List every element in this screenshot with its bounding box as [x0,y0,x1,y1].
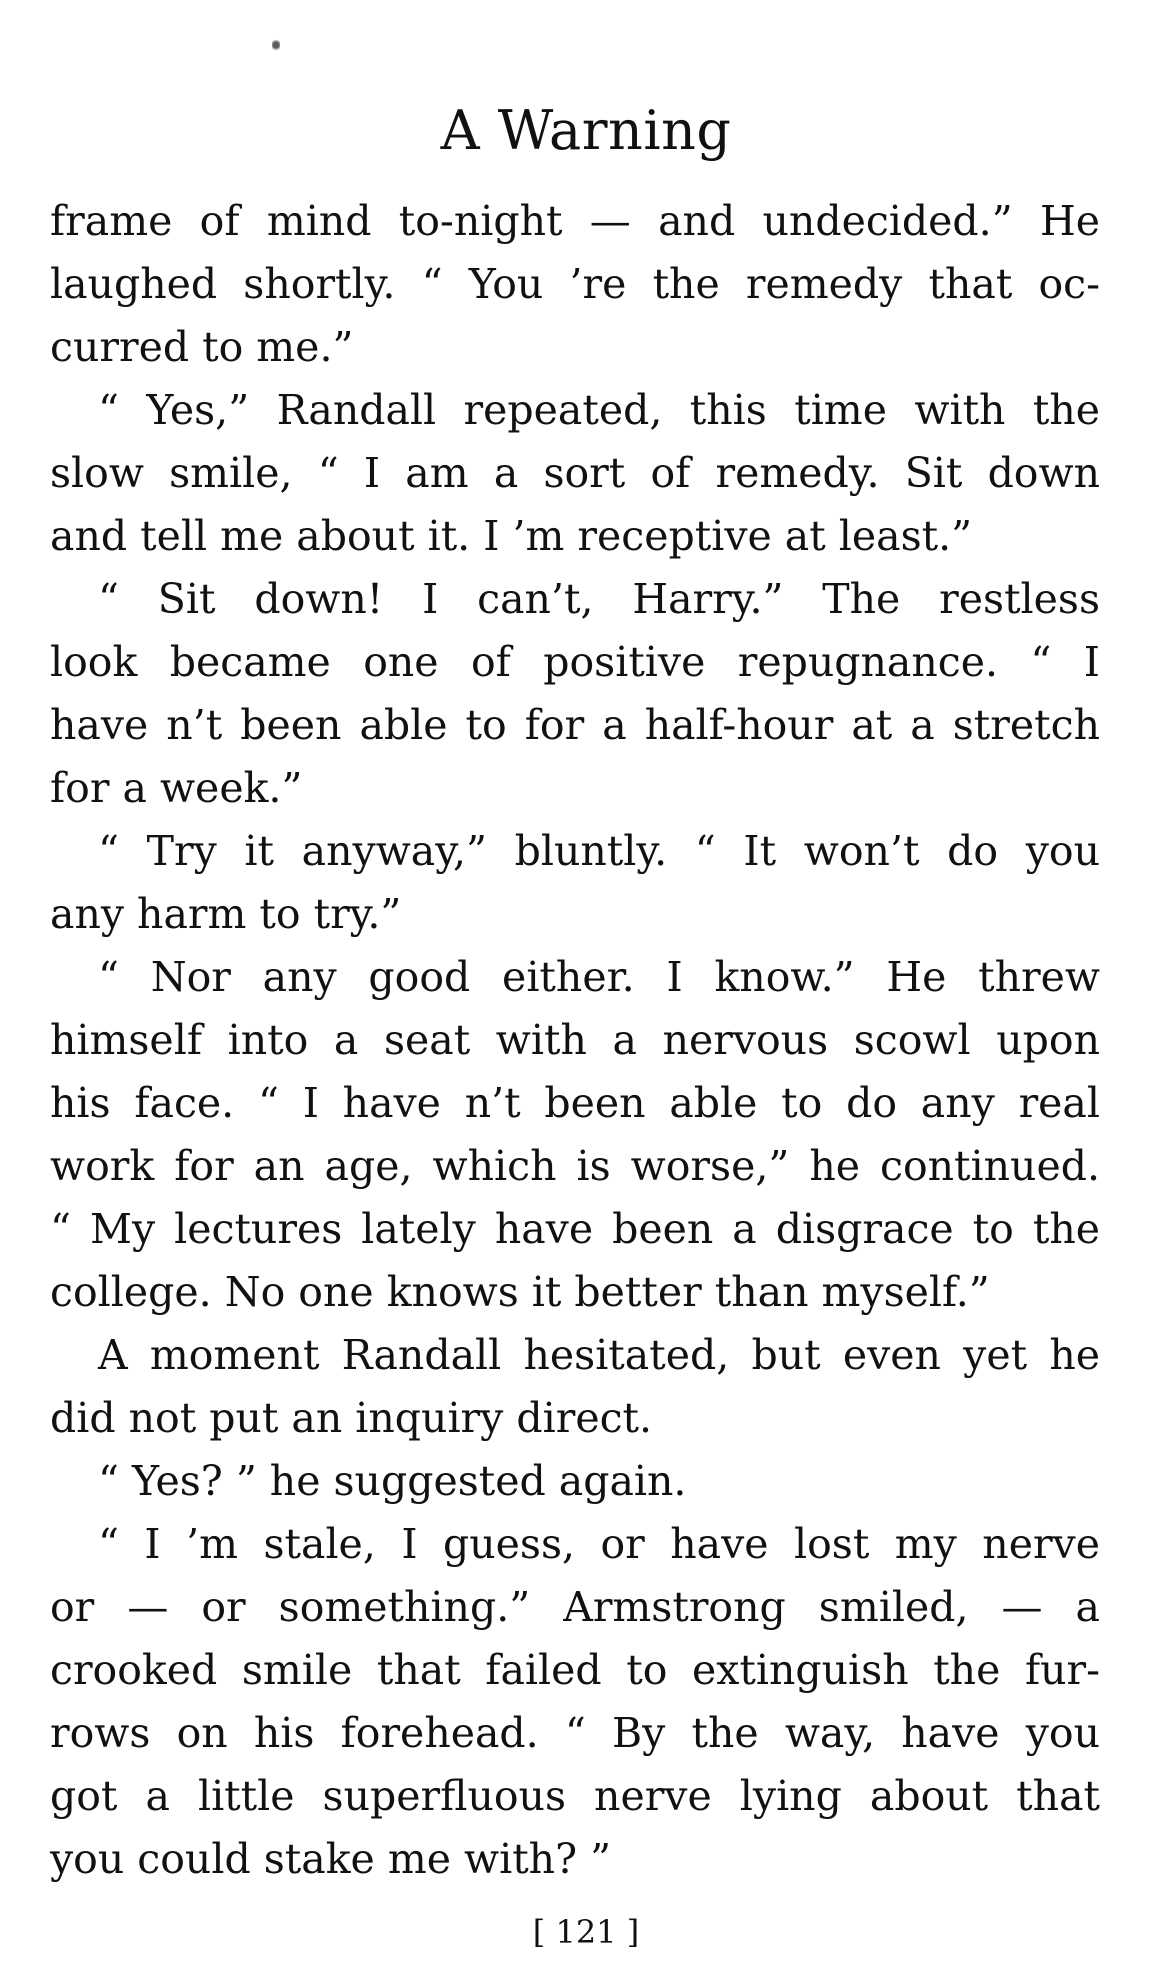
text-line: “ Sit down! I can’t, Harry.” The restless [98,575,1100,623]
text-line: or — or something.” Armstrong smiled, — a [50,1583,1100,1631]
text-line: laughed shortly. “ You ’re the remedy that oc- [50,260,1100,308]
text-line: rows on his forehead. “ By the way, have you [50,1709,1100,1757]
text-line: work for an age, which is worse,” he continued. [50,1142,1100,1190]
text-line: “ Try it anyway,” bluntly. “ It won’t do you [98,827,1100,875]
text-line: himself into a seat with a nervous scowl upon [50,1016,1100,1064]
text-line: frame of mind to-night — and undecided.” He [50,197,1100,245]
text-line: did not put an inquiry direct. [50,1394,653,1442]
text-line: and tell me about it. I ’m receptive at least.” [50,512,973,560]
running-head: A Warning [440,99,732,162]
ink-speck [272,38,280,52]
text-line: you could stake me with? ” [50,1835,612,1883]
text-line: curred to me.” [50,323,354,371]
text-line: have n’t been able to for a half-hour at a stretch [50,701,1100,749]
text-line: any harm to try.” [50,890,402,938]
text-line: “ Yes,” Randall repeated, this time with the [98,386,1100,434]
text-line: A moment Randall hesitated, but even yet he [98,1331,1100,1379]
text-line: his face. “ I have n’t been able to do any real [50,1079,1100,1127]
text-line: “ I ’m stale, I guess, or have lost my nerve [98,1520,1100,1568]
text-line: “ My lectures lately have been a disgrace to the [50,1205,1100,1253]
text-line: “ Yes? ” he suggested again. [98,1457,687,1505]
text-line: slow smile, “ I am a sort of remedy. Sit down [50,449,1100,497]
text-line: college. No one knows it better than myself.” [50,1268,990,1316]
text-line: got a little superfluous nerve lying about that [50,1772,1100,1820]
text-line: crooked smile that failed to extinguish the fur- [50,1646,1100,1694]
text-line: “ Nor any good either. I know.” He threw [98,953,1100,1001]
body-text [50,190,1100,1891]
text-line: look became one of positive repugnance. “ I [50,638,1100,686]
text-line: for a week.” [50,764,303,812]
page-number: [ 121 ] [532,1913,640,1951]
